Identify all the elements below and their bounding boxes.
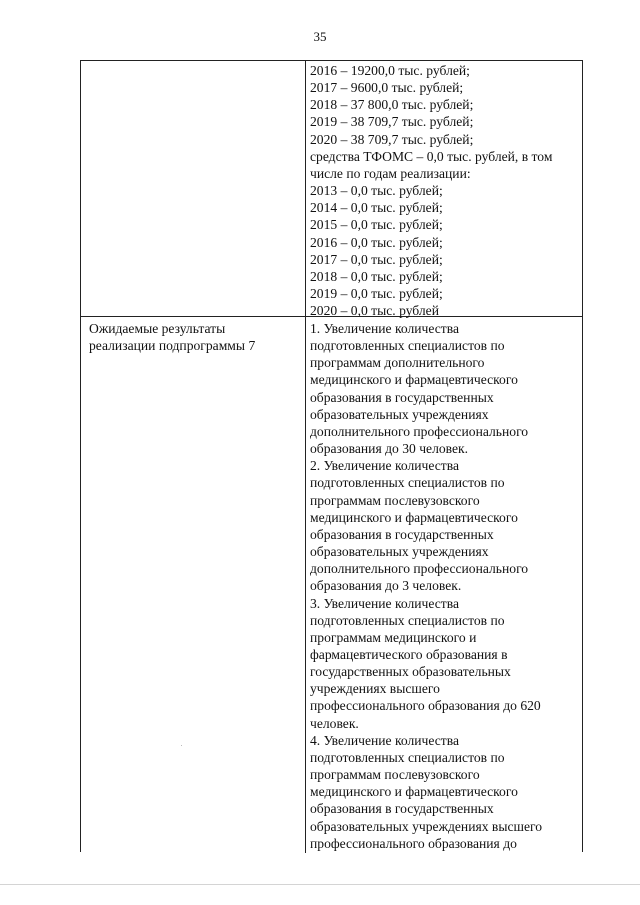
results-value-line: государственных образовательных xyxy=(310,664,511,680)
results-value-line: учреждениях высшего xyxy=(310,681,440,697)
funding-line: 2019 – 38 709,7 тыс. рублей; xyxy=(310,114,474,130)
results-value-line: образовательных учреждениях высшего xyxy=(310,818,543,834)
results-value-line: человек. xyxy=(310,715,359,731)
funding-line: 2018 – 0,0 тыс. рублей; xyxy=(310,268,443,284)
results-value-line: профессионального образования до 620 xyxy=(310,698,541,714)
results-value-line: образования в государственных xyxy=(310,801,494,817)
funding-line: 2018 – 37 800,0 тыс. рублей; xyxy=(310,97,474,113)
results-value-line: программам послевузовского xyxy=(310,767,480,783)
results-value-line: 2. Увеличение количества xyxy=(310,458,460,474)
results-value-line: 4. Увеличение количества xyxy=(310,732,460,748)
funding-line: числе по годам реализации: xyxy=(310,165,471,181)
funding-line: 2016 – 19200,0 тыс. рублей; xyxy=(310,63,470,78)
results-value-line: подготовленных специалистов по xyxy=(310,749,505,765)
results-value-line: 1. Увеличение количества xyxy=(310,321,460,336)
results-value-line: программам послевузовского xyxy=(310,492,480,508)
results-value-line: образовательных учреждениях xyxy=(310,406,489,422)
funding-line: 2017 – 0,0 тыс. рублей; xyxy=(310,251,443,267)
results-label-line: реализации подпрограммы 7 xyxy=(89,338,256,354)
funding-line: 2020 – 0,0 тыс. рублей xyxy=(310,303,439,319)
results-value-line: образования до 3 человек. xyxy=(310,578,462,594)
results-value-line: медицинского и фармацевтического xyxy=(310,372,518,388)
results-value-line: образовательных учреждениях xyxy=(310,544,489,560)
results-value-line: 3. Увеличение количества xyxy=(310,595,460,611)
funding-line: 2016 – 0,0 тыс. рублей; xyxy=(310,234,443,250)
funding-cell xyxy=(310,62,552,319)
results-value-line: программам медицинского и xyxy=(310,629,477,645)
scan-edge-line xyxy=(0,884,640,885)
results-label-cell xyxy=(89,320,255,354)
funding-line: 2013 – 0,0 тыс. рублей; xyxy=(310,183,443,199)
results-value-line: подготовленных специалистов по xyxy=(310,475,505,491)
results-value-cell xyxy=(310,320,542,852)
funding-line: 2014 – 0,0 тыс. рублей; xyxy=(310,200,443,216)
results-value-line: профессионального образования до xyxy=(310,835,517,851)
funding-line: 2015 – 0,0 тыс. рублей; xyxy=(310,217,443,233)
results-value-line: медицинского и фармацевтического xyxy=(310,509,518,525)
results-value-line: фармацевтического образования в xyxy=(310,646,508,662)
funding-line: 2019 – 0,0 тыс. рублей; xyxy=(310,286,443,302)
funding-line: средства ТФОМС – 0,0 тыс. рублей, в том xyxy=(310,148,553,164)
results-value-line: образования до 30 человек. xyxy=(310,441,469,457)
results-value-line: дополнительного профессионального xyxy=(310,423,529,439)
results-value-line: образования в государственных xyxy=(310,389,494,405)
results-value-line: программам дополнительного xyxy=(310,355,485,371)
results-value-line: подготовленных специалистов по xyxy=(310,612,505,628)
table-column-divider xyxy=(305,61,306,853)
results-value-line: дополнительного профессионального xyxy=(310,561,529,577)
results-value-line: медицинского и фармацевтического xyxy=(310,784,518,800)
scan-speck xyxy=(181,745,182,746)
page-number: 35 xyxy=(313,29,327,44)
results-value-line: подготовленных специалистов по xyxy=(310,338,505,354)
results-value-line: образования в государственных xyxy=(310,526,494,542)
results-label-line: Ожидаемые результаты xyxy=(89,321,226,336)
funding-line: 2017 – 9600,0 тыс. рублей; xyxy=(310,80,464,96)
subprogram-passport-table xyxy=(80,60,583,852)
funding-line: 2020 – 38 709,7 тыс. рублей; xyxy=(310,131,474,147)
